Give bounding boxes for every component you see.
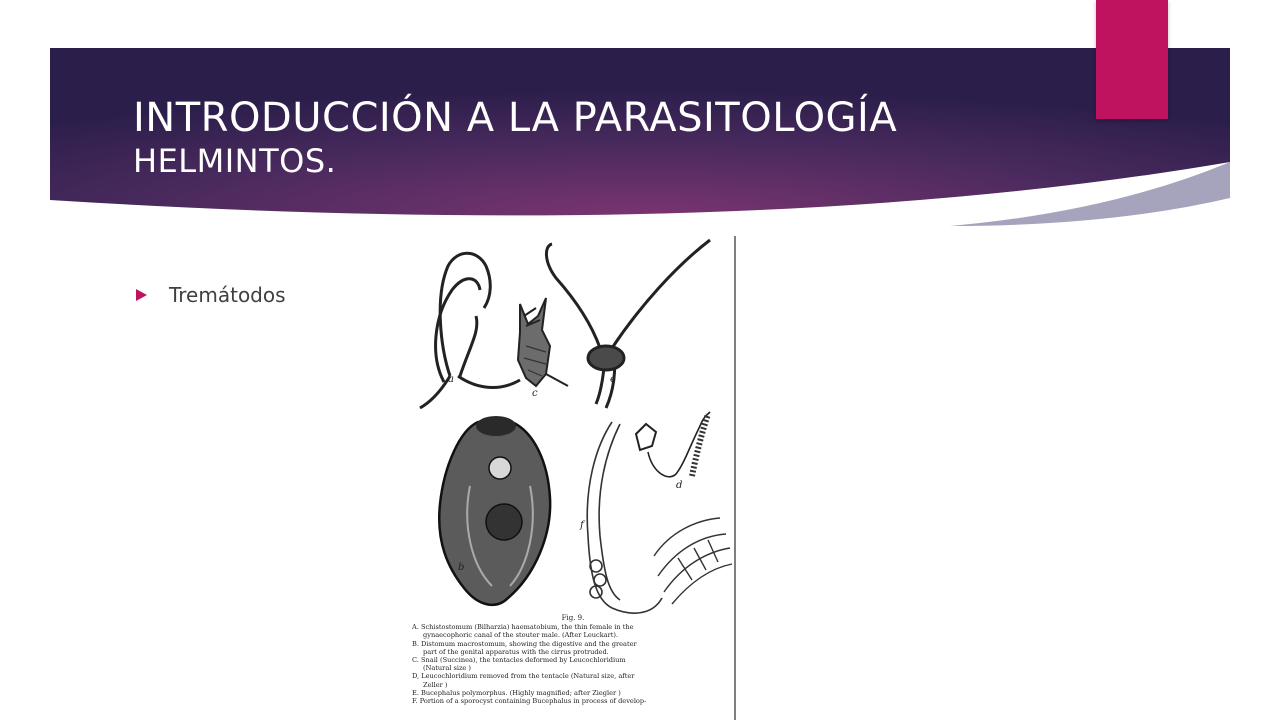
panel-f-sporocyst	[587, 422, 662, 613]
figure-label-c: c	[532, 388, 538, 399]
caption-line: B. Distomum macrostomum, showing the digestive and the greater	[412, 639, 637, 648]
caption-line: D, Leucochloridium removed from the tentacle (Natural size, after	[412, 672, 635, 681]
triangle-bullet-icon	[133, 287, 149, 303]
panel-tissue	[654, 518, 732, 604]
panel-d-leucochloridium	[636, 412, 710, 477]
panel-c-snail	[518, 298, 568, 386]
figure-label-f: f	[580, 520, 584, 531]
title-line-2: HELMINTOS.	[133, 142, 337, 180]
caption-heading: Fig. 9.	[561, 614, 585, 622]
caption-line: part of the genital apparatus with the cirrus protruded.	[423, 647, 609, 656]
page-title	[133, 95, 1093, 181]
figure-label-e: e	[610, 374, 616, 385]
caption-line: C. Snail (Succinea), the tentacles deformed by Leucochloridium	[412, 656, 626, 665]
panel-b-fluke	[439, 416, 550, 605]
bullet-label: Tremátodos	[169, 283, 286, 307]
caption-line: E. Bucephalus polymorphus. (Highly magnified; after Ziegler )	[412, 688, 621, 697]
figure-label-d: d	[676, 480, 683, 491]
caption-line: gynaecophoric canal of the stouter male. (After Leuckart).	[423, 631, 619, 640]
caption-line: A. Schistostomum (Bilharzia) haematobium, the thin female in the	[412, 623, 634, 632]
figure-label-b: b	[458, 562, 465, 573]
panel-e-worm	[546, 240, 710, 408]
caption-line: F. Portion of a sporocyst containing Bucephalus in process of develop-	[412, 697, 647, 706]
caption-line: Zeller )	[423, 680, 448, 689]
panel-a-worm	[420, 253, 520, 408]
accent-bar	[1096, 0, 1168, 119]
caption-line: (Natural size )	[423, 664, 471, 673]
trematode-illustration	[400, 236, 737, 720]
list-item	[133, 280, 286, 310]
figure-caption	[412, 614, 734, 705]
title-line-1: INTRODUCCIÓN A LA PARASITOLOGÍA	[133, 95, 898, 141]
figure-label-a: a	[448, 374, 454, 385]
